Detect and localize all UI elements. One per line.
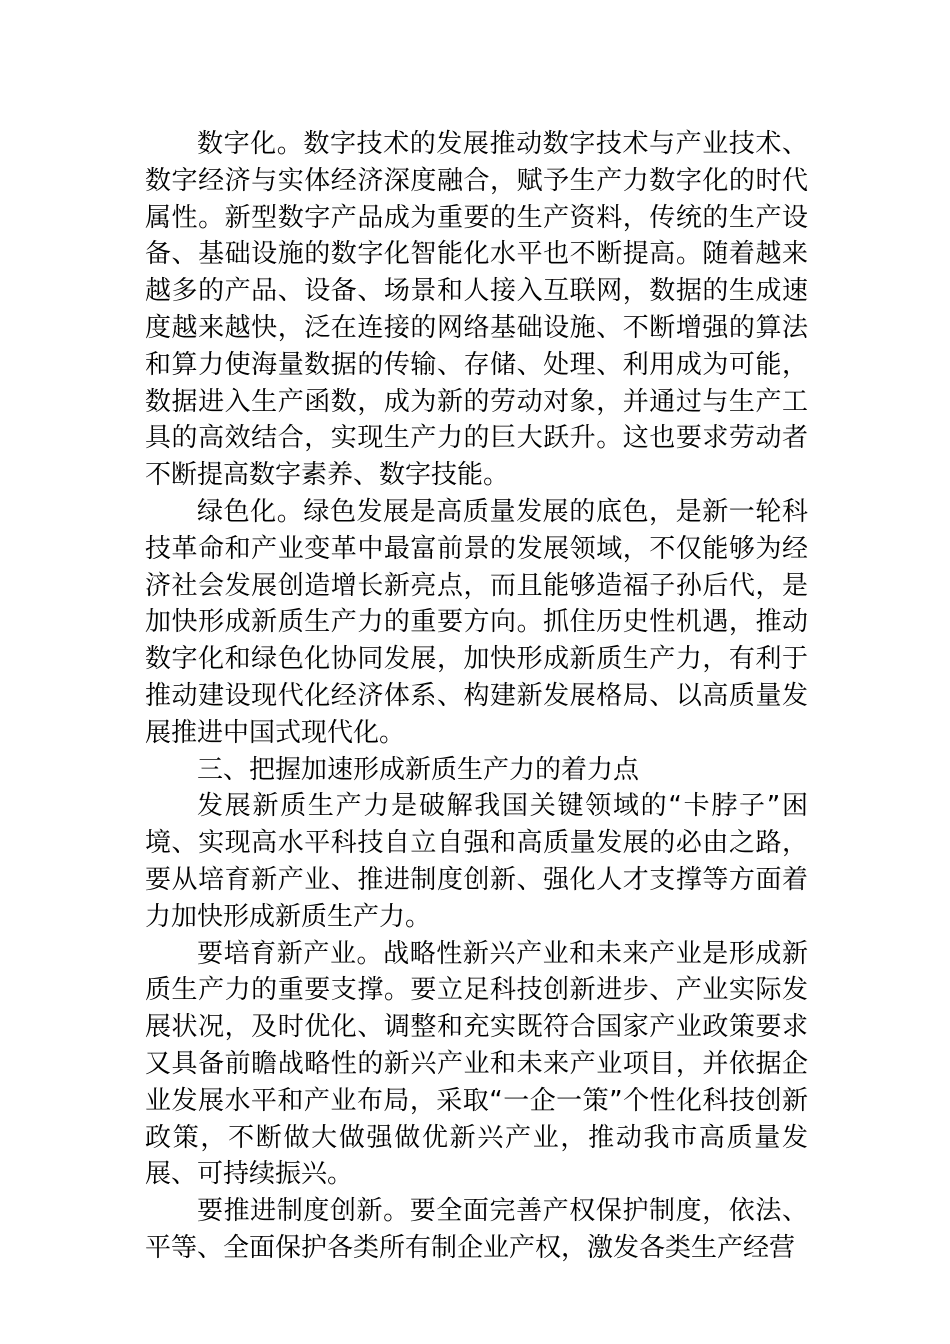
paragraph-intro: 发展新质生产力是破解我国关键领域的“卡脖子”困境、实现高水平科技自立自强和高质量发展的必由之路，要从培育新产业、推进制度创新、强化人才支撑等方面着力加快形成新质生产力。 xyxy=(145,791,808,932)
paragraph-digitalization: 数字化。数字技术的发展推动数字技术与产业技术、数字经济与实体经济深度融合，赋予生产力数字化的时代属性。新型数字产品成为重要的生产资料，传统的生产设备、基础设施的数字化智能化水平也不断提高。随着越来越多的产品、设备、场景和人接入互联网，数据的生成速度越来越快，泛在连接的网络基础设施、不断增强的算法和算力使海量数据的传输、存储、处理、利用成为可能，数据进入生产函数，成为新的劳动对象，并通过与生产工具的高效结合，实现生产力的巨大跃升。这也要求劳动者不断提高数字素养、数字技能。 xyxy=(145,129,808,491)
section-heading: 三、把握加速形成新质生产力的着力点 xyxy=(197,754,640,785)
paragraph-greenization: 绿色化。绿色发展是高质量发展的底色，是新一轮科技革命和产业变革中最富前景的发展领域，不仅能够为经济社会发展创造增长新亮点，而且能够造福子孙后代，是加快形成新质生产力的重要方向。抓住历史性机遇，推动数字化和绿色化协同发展，加快形成新质生产力，有利于推动建设现代化经济体系、构建新发展格局、以高质量发展推进中国式现代化。 xyxy=(145,496,808,748)
paragraph-institutional-innovation: 要推进制度创新。要全面完善产权保护制度，依法、平等、全面保护各类所有制企业产权，激发各类生产经营 xyxy=(145,1196,808,1263)
document-body xyxy=(145,126,808,1267)
paragraph-new-industry: 要培育新产业。战略性新兴产业和未来产业是形成新质生产力的重要支撑。要立足科技创新进步、产业实际发展状况，及时优化、调整和充实既符合国家产业政策要求又具备前瞻战略性的新兴产业和未来产业项目，并依据企业发展水平和产业布局，采取“一企一策”个性化科技创新政策，不断做大做强做优新兴产业，推动我市高质量发展、可持续振兴。 xyxy=(145,938,808,1190)
